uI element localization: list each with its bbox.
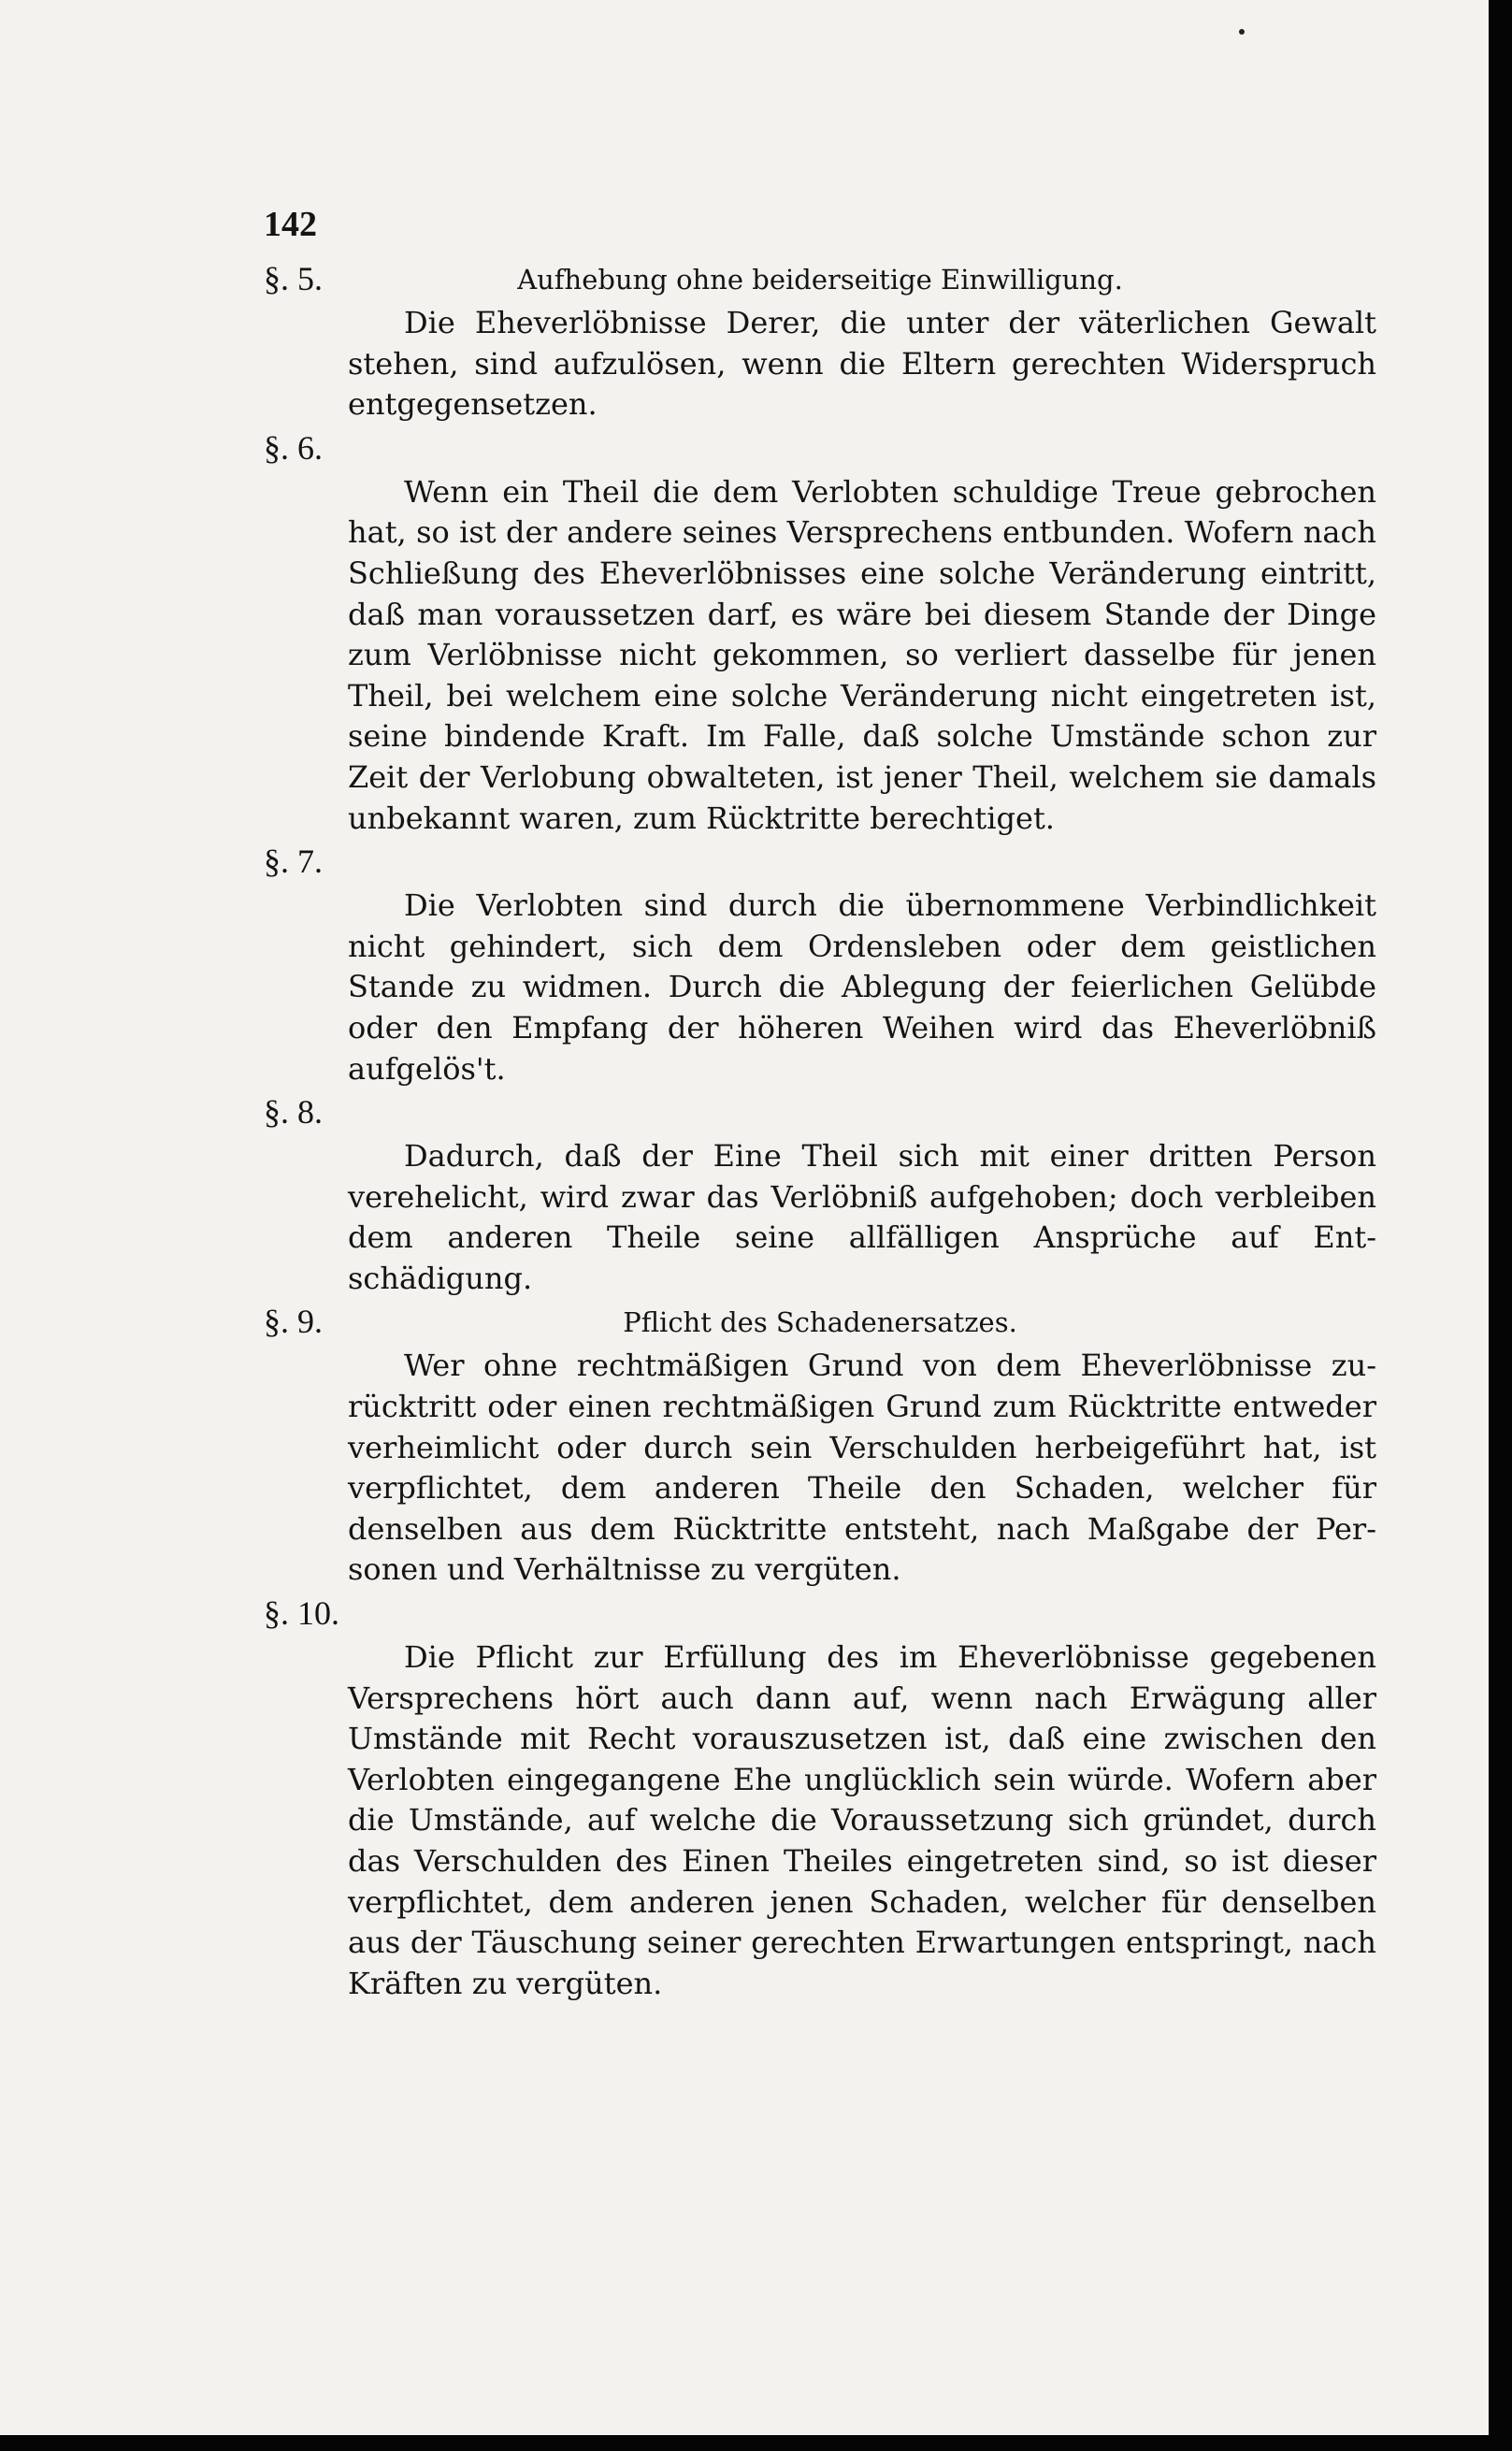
scan-border-bottom [0,2435,1512,2451]
page-content [264,204,1376,2004]
section-text: Wer ohne rechtmäßigen Grund von dem Eheverlöbnisse zurücktritt oder einen rechtmäßigen Grund zum Rücktritte entweder verheimlicht oder durch sein Verschulden herbeigeführt hat, ist verpflichtet, dem anderen Theile den Schaden, welcher für denselben aus dem Rücktritte entsteht, nach Maßgabe der Personen und Verhältnisse zu vergüten. [348,1348,1376,1588]
section-heading [264,1299,1376,1346]
section-9 [264,1299,1376,1591]
section-mark: §. 5. [264,260,323,297]
section-text: Die Eheverlöbnisse Derer, die unter der väterlichen Gewalt stehen, sind aufzulösen, wenn die Eltern gerechten Widerspruch entgegensetzen. [348,305,1376,423]
section-mark: §. 7. [264,843,323,881]
section-text: Dadurch, daß der Eine Theil sich mit einer dritten Person verehelicht, wird zwar das Verlöbniß aufgehoben; doch verbleiben dem anderen Theile seine allfälligen Ansprüche auf Entschädigung. [348,1138,1376,1296]
section-title: Aufhebung ohne beiderseitige Einwilligung. [517,264,1123,296]
section-mark: §. 8. [264,1093,323,1132]
section-heading [264,1591,1376,1637]
section-mark: §. 6. [264,428,323,467]
section-10 [264,1591,1376,2004]
section-text: Wenn ein Theil die dem Verlobten schuldige Treue gebrochen hat, so ist der andere seines Versprechens entbunden. Wofern nach Schließung des Eheverlöbnisses eine solche Veränderung eintritt, daß man voraussetzen darf, es wäre bei diesem Stande der Dinge zum Verlöbnisse nicht gekommen, so verliert dasselbe für jenen Theil, bei welchem eine solche Veränderung nicht eingetreten ist, seine bindende Kraft. Im Falle, daß solche Umstände schon zur Zeit der Verlobung obwalteten, ist jener Theil, welchem sie damals unbekannt waren, zum Rücktritte berechtiget. [348,473,1376,836]
scan-border-right [1489,0,1512,2451]
section-heading [264,839,1376,886]
section-7 [264,839,1376,1089]
section-heading [264,1089,1376,1136]
section-heading [264,256,1376,303]
section-8 [264,1089,1376,1299]
section-5 [264,256,1376,425]
section-6 [264,425,1376,839]
section-text: Die Verlobten sind durch die übernommene Verbindlichkeit nicht gehindert, sich dem Ordensleben oder dem geistlichen Stande zu widmen. Durch die Ablegung der feierlichen Gelübde oder den Empfang der höheren Weihen wird das Eheverlöbniß aufgelös't. [348,887,1376,1087]
section-mark: §. 10. [264,1594,339,1633]
section-mark: §. 9. [264,1303,323,1341]
section-text: Die Pflicht zur Erfüllung des im Eheverlöbnisse gegebenen Versprechens hört auch dann auf, wenn nach Erwägung aller Umstände mit Recht vorauszusetzen ist, daß eine zwischen den Verlobten eingegangene Ehe unglücklich sein würde. Wofern aber die Umstände, auf welche die Voraussetzung sich gründet, durch das Verschulden des Einen Theiles eingetreten sind, so ist dieser verpflichtet, dem anderen jenen Schaden, welcher für denselben aus der Täuschung seiner gerechten Erwartungen entspringt, nach Kräften zu vergüten. [348,1639,1376,2001]
section-heading [264,425,1376,472]
page-number: 142 [264,205,317,244]
section-title: Pflicht des Schadenersatzes. [623,1306,1017,1339]
print-speck [1239,29,1245,35]
